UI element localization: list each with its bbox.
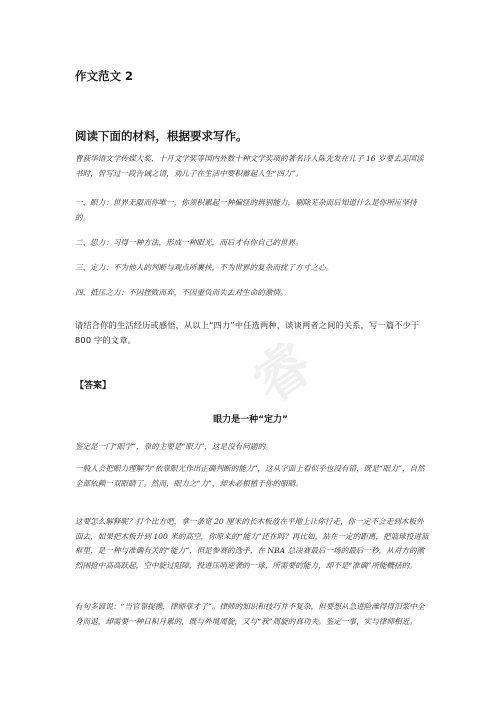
essay-title: 眼力是一种“定力”: [213, 415, 288, 425]
watermark: 睿: [241, 331, 325, 417]
page-title: 作文范文 2: [75, 69, 134, 83]
essay-paragraph-4: 有句多谚说：“当官靠提携，律师靠才子”。律师的知识和技巧并不复杂，但要想从急进险滩得得泪浆中全身而退，却需要一种日积月累的，既与外境周旋，又与“我”周旋的真功夫。鉴定一事，实与律师相近。: [75, 602, 425, 626]
material-point-2: 二、思力：习得一种方法，形成一种眼光，而后才有你自己的世界。: [75, 238, 303, 247]
material-point-3: 三、定力：不为他人的判断与观点所裹挟，不为世界的复杂而扰了方寸之心。: [75, 263, 334, 272]
essay-paragraph-3: 这要怎么解释呢？打个比方吧，拿一条宽 20 厘米的长木板放在平地上让你行走，你一定不会走到木板外面去，如果把木板升到 100 米的高空，你原来的“能力”还在吗？再比如，站在一定的距离，把篮球投进篮框里，是一种与准确有关的“能力”，但是参赛的选手，在 NBA 总决赛最后一场的最后一秒，从对方的激烈围抢中高高跃起，空中旋过阻障，投进压哨逆袭的一球，所需要的能力，却不是“准确”所能概括的。: [75, 517, 429, 570]
material-intro: 曹荻华语文学传媒大奖、十月文学奖等国内外数十种文学奖项的著名诗人陈先发在儿子 16 岁要去美国读书时，曾写过一段告诫之语，劝儿子在生活中要积蓄起人生“四力”。: [75, 154, 424, 178]
essay-paragraph-1: 鉴定是一门“眼学”，靠的主要是“眼力”，这是没有问题的。: [75, 442, 273, 451]
material-point-1: 一、眼力：世界无限而你唯一，你须积累起一种偏怪的辨别能力，剔除芜杂而后知道什么是你所应坚持的。: [75, 198, 417, 222]
writing-prompt: 请结合你的生活经历或感悟，从以上“四力”中任选两种，谈谈两者之间的关系，写一篇不少于 800 字的文章。: [75, 320, 420, 345]
answer-label: 【答案】: [75, 381, 112, 391]
task-heading: 阅读下面的材料，根据要求写作。: [75, 129, 248, 143]
material-point-4: 四、抵压之力：不因挫败而弃，不因重负而失去对生命的激情。: [75, 288, 288, 297]
essay-paragraph-2: 一般人会把眼力理解为“依靠眼光作出正确判断的能力”，这从字面上看似乎也没有错，既是“眼力”，自然全部依赖一双眼睛了。然而，眼力之“力”，却未必根植于你的眼睛。: [75, 464, 425, 488]
